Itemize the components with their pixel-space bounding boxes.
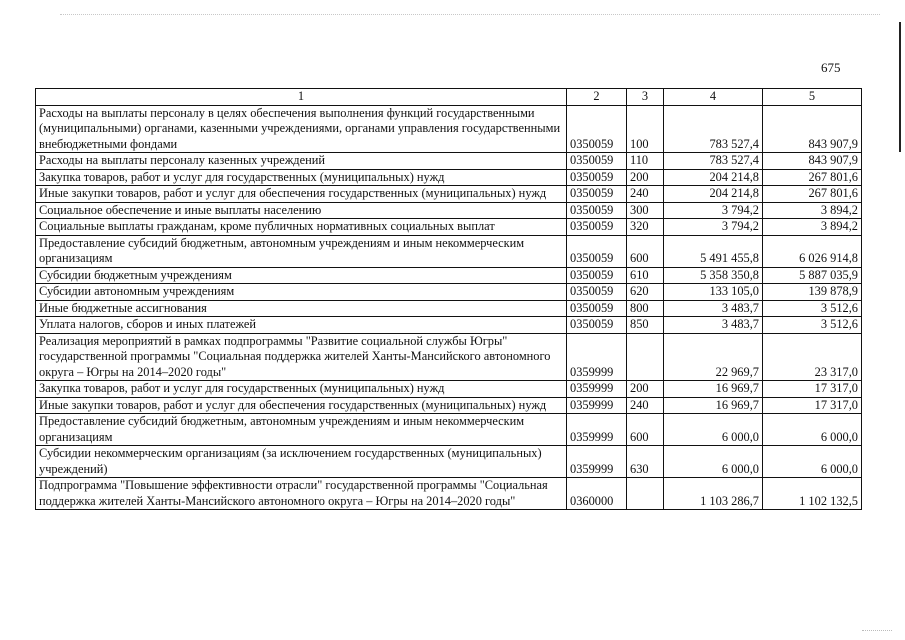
scan-artifact-bottom [862, 630, 892, 633]
table-row [36, 397, 862, 414]
row-name: Подпрограмма "Повышение эффективности отрасли" государственной программы "Социальная поддержка жителей Ханты-Мансийского автономного округа – Югры на 2014–2020 годы" [36, 478, 567, 510]
row-amount-col-4: 204 214,8 [664, 186, 763, 203]
row-expense-type [627, 333, 664, 381]
row-name: Субсидии бюджетным учреждениям [36, 267, 567, 284]
row-name: Социальное обеспечение и иные выплаты населению [36, 202, 567, 219]
row-target-code: 0350059 [567, 105, 627, 153]
row-target-code: 0359999 [567, 381, 627, 398]
row-amount-col-4: 204 214,8 [664, 169, 763, 186]
row-expense-type: 600 [627, 414, 664, 446]
row-expense-type: 110 [627, 153, 664, 170]
table-row [36, 333, 862, 381]
row-expense-type: 600 [627, 235, 664, 267]
row-target-code: 0350059 [567, 202, 627, 219]
row-amount-col-5: 139 878,9 [763, 284, 862, 301]
table-row [36, 300, 862, 317]
row-amount-col-4: 22 969,7 [664, 333, 763, 381]
table-header-row [36, 89, 862, 106]
row-name: Социальные выплаты гражданам, кроме публичных нормативных социальных выплат [36, 219, 567, 236]
row-target-code: 0350059 [567, 186, 627, 203]
table-row [36, 153, 862, 170]
row-target-code: 0360000 [567, 478, 627, 510]
row-expense-type: 240 [627, 397, 664, 414]
table-row [36, 219, 862, 236]
row-target-code: 0350059 [567, 153, 627, 170]
row-target-code: 0359999 [567, 333, 627, 381]
row-amount-col-4: 5 358 350,8 [664, 267, 763, 284]
row-amount-col-5: 3 512,6 [763, 300, 862, 317]
row-amount-col-5: 5 887 035,9 [763, 267, 862, 284]
row-amount-col-4: 6 000,0 [664, 446, 763, 478]
row-target-code: 0350059 [567, 300, 627, 317]
row-expense-type: 620 [627, 284, 664, 301]
row-amount-col-5: 17 317,0 [763, 397, 862, 414]
row-amount-col-5: 6 000,0 [763, 446, 862, 478]
row-name: Закупка товаров, работ и услуг для государственных (муниципальных) нужд [36, 381, 567, 398]
row-name: Расходы на выплаты персоналу в целях обеспечения выполнения функций государственными (муниципальными) органами, казенными учреждениями, органами управления государственными внебюджетными фондами [36, 105, 567, 153]
row-name: Иные бюджетные ассигнования [36, 300, 567, 317]
row-amount-col-5: 17 317,0 [763, 381, 862, 398]
row-amount-col-4: 3 794,2 [664, 202, 763, 219]
row-amount-col-4: 783 527,4 [664, 105, 763, 153]
header-col-1: 1 [36, 89, 567, 106]
row-amount-col-4: 783 527,4 [664, 153, 763, 170]
row-name: Субсидии автономным учреждениям [36, 284, 567, 301]
row-target-code: 0359999 [567, 397, 627, 414]
table-row [36, 267, 862, 284]
row-amount-col-5: 267 801,6 [763, 186, 862, 203]
table-row [36, 202, 862, 219]
row-amount-col-5: 1 102 132,5 [763, 478, 862, 510]
header-col-4: 4 [664, 89, 763, 106]
row-expense-type [627, 478, 664, 510]
budget-table [35, 88, 862, 510]
row-target-code: 0350059 [567, 284, 627, 301]
row-expense-type: 200 [627, 169, 664, 186]
row-name: Предоставление субсидий бюджетным, автономным учреждениям и иным некоммерческим организациям [36, 414, 567, 446]
table-row [36, 235, 862, 267]
row-amount-col-5: 843 907,9 [763, 105, 862, 153]
row-amount-col-4: 6 000,0 [664, 414, 763, 446]
row-expense-type: 630 [627, 446, 664, 478]
row-amount-col-4: 3 483,7 [664, 300, 763, 317]
row-amount-col-4: 3 483,7 [664, 317, 763, 334]
row-target-code: 0350059 [567, 317, 627, 334]
table-row [36, 381, 862, 398]
row-name: Уплата налогов, сборов и иных платежей [36, 317, 567, 334]
row-expense-type: 240 [627, 186, 664, 203]
table-body [36, 105, 862, 510]
row-target-code: 0350059 [567, 169, 627, 186]
row-name: Закупка товаров, работ и услуг для государственных (муниципальных) нужд [36, 169, 567, 186]
page-edge-rule [899, 22, 901, 152]
table-row [36, 317, 862, 334]
table-row [36, 169, 862, 186]
row-amount-col-5: 3 512,6 [763, 317, 862, 334]
row-amount-col-4: 16 969,7 [664, 381, 763, 398]
table-row [36, 284, 862, 301]
table-row [36, 414, 862, 446]
row-amount-col-5: 6 026 914,8 [763, 235, 862, 267]
row-target-code: 0359999 [567, 414, 627, 446]
row-amount-col-5: 3 894,2 [763, 202, 862, 219]
row-expense-type: 200 [627, 381, 664, 398]
scan-artifact-top [60, 14, 880, 17]
row-name: Иные закупки товаров, работ и услуг для обеспечения государственных (муниципальных) нужд [36, 397, 567, 414]
table-row [36, 186, 862, 203]
header-col-3: 3 [627, 89, 664, 106]
row-target-code: 0350059 [567, 235, 627, 267]
row-amount-col-4: 5 491 455,8 [664, 235, 763, 267]
table-row [36, 446, 862, 478]
row-expense-type: 850 [627, 317, 664, 334]
row-amount-col-5: 267 801,6 [763, 169, 862, 186]
table-row [36, 478, 862, 510]
row-target-code: 0359999 [567, 446, 627, 478]
header-col-2: 2 [567, 89, 627, 106]
row-amount-col-4: 3 794,2 [664, 219, 763, 236]
row-expense-type: 300 [627, 202, 664, 219]
table-row [36, 105, 862, 153]
row-target-code: 0350059 [567, 267, 627, 284]
row-amount-col-4: 16 969,7 [664, 397, 763, 414]
row-name: Предоставление субсидий бюджетным, автономным учреждениям и иным некоммерческим организациям [36, 235, 567, 267]
row-expense-type: 320 [627, 219, 664, 236]
row-target-code: 0350059 [567, 219, 627, 236]
row-name: Субсидии некоммерческим организациям (за исключением государственных (муниципальных) учреждений) [36, 446, 567, 478]
page-number: 675 [821, 60, 841, 75]
row-name: Иные закупки товаров, работ и услуг для обеспечения государственных (муниципальных) нужд [36, 186, 567, 203]
row-amount-col-4: 1 103 286,7 [664, 478, 763, 510]
row-amount-col-5: 6 000,0 [763, 414, 862, 446]
row-amount-col-5: 23 317,0 [763, 333, 862, 381]
row-amount-col-5: 3 894,2 [763, 219, 862, 236]
row-amount-col-4: 133 105,0 [664, 284, 763, 301]
row-expense-type: 100 [627, 105, 664, 153]
row-expense-type: 610 [627, 267, 664, 284]
row-name: Расходы на выплаты персоналу казенных учреждений [36, 153, 567, 170]
row-expense-type: 800 [627, 300, 664, 317]
row-amount-col-5: 843 907,9 [763, 153, 862, 170]
header-col-5: 5 [763, 89, 862, 106]
row-name: Реализация мероприятий в рамках подпрограммы "Развитие социальной службы Югры" государственной программы "Социальная поддержка жителей Ханты-Мансийского автономного округа – Югры на 2014–2020 годы" [36, 333, 567, 381]
